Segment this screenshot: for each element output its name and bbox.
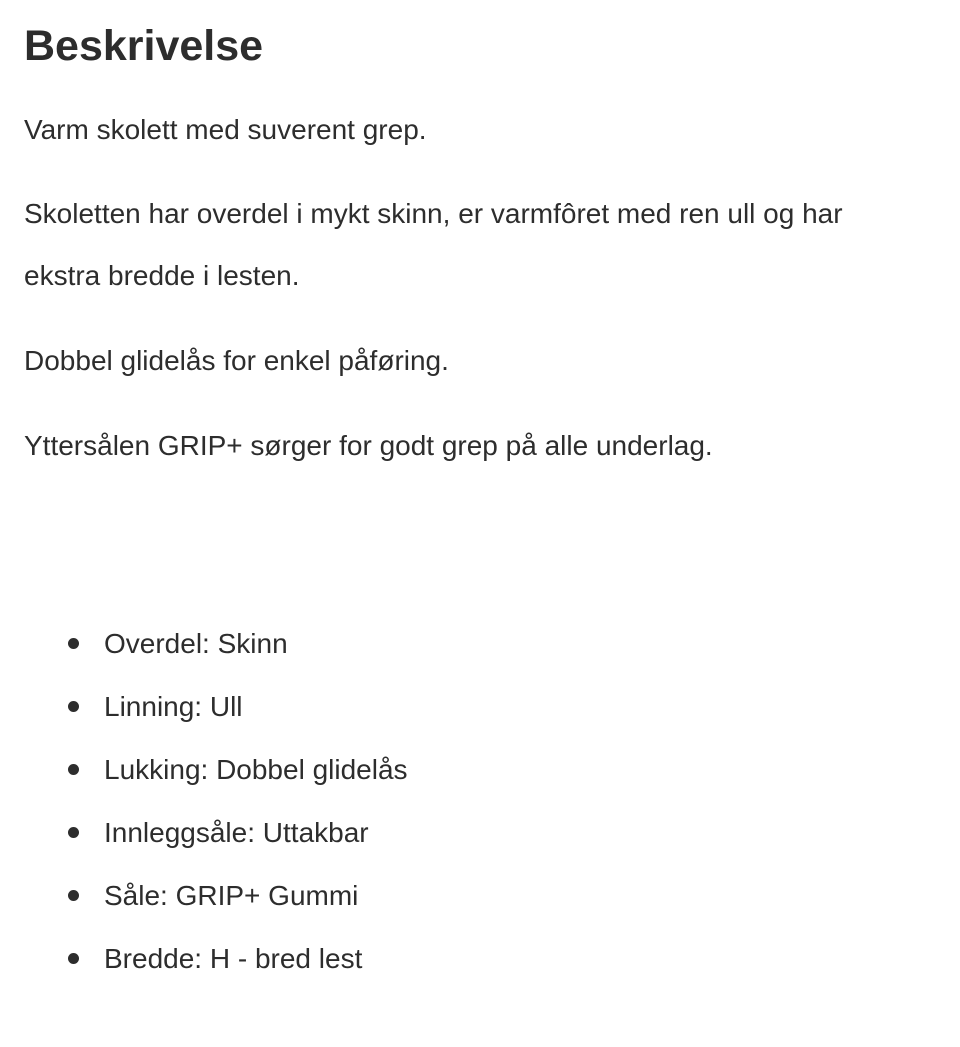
spec-item-overdel <box>24 612 408 675</box>
spec-item-label: Såle: GRIP+ Gummi <box>104 880 359 911</box>
spec-item-sale <box>24 864 408 927</box>
spec-item-label: Linning: Ull <box>104 691 243 722</box>
description-paragraph-sole: Yttersålen GRIP+ sørger for godt grep på alle underlag. <box>24 430 713 461</box>
spec-item-label: Innleggsåle: Uttakbar <box>104 817 369 848</box>
spec-item-linning <box>24 675 408 738</box>
spec-item-bredde <box>24 927 408 990</box>
spec-item-label: Lukking: Dobbel glidelås <box>104 754 408 785</box>
description-paragraph-material: Skoletten har overdel i mykt skinn, er varmfôret med ren ull og har ekstra bredde i lesten. <box>24 198 843 291</box>
spec-list <box>24 612 408 990</box>
bullet-icon <box>68 953 79 964</box>
spec-item-innleggsale <box>24 801 408 864</box>
bullet-icon <box>68 827 79 838</box>
spec-item-lukking <box>24 738 408 801</box>
bullet-icon <box>68 701 79 712</box>
description-paragraph-intro: Varm skolett med suverent grep. <box>24 114 427 145</box>
bullet-icon <box>68 764 79 775</box>
spec-item-label: Overdel: Skinn <box>104 628 288 659</box>
description-paragraph-zipper: Dobbel glidelås for enkel påføring. <box>24 345 449 376</box>
bullet-icon <box>68 638 79 649</box>
bullet-icon <box>68 890 79 901</box>
section-title: Beskrivelse <box>24 22 264 70</box>
spec-item-label: Bredde: H - bred lest <box>104 943 363 974</box>
